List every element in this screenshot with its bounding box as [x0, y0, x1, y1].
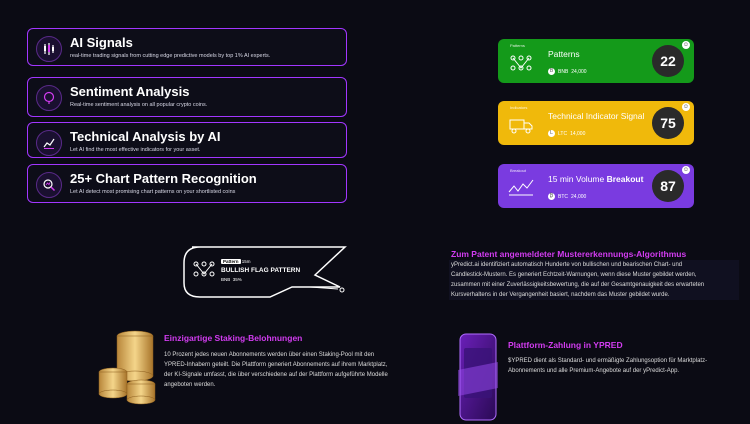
candlestick-icon — [36, 36, 62, 62]
coin-value: 14,000 — [570, 130, 586, 137]
patent-body — [449, 260, 739, 300]
pattern-card-breakout[interactable] — [498, 164, 694, 208]
coin-value: 24,000 — [571, 68, 587, 75]
payment-line: Abonnements und alle Premium-Angebote auf der yPredict-App. — [508, 368, 680, 374]
card-name-bold: Breakout — [606, 174, 644, 184]
magnifier-chart-icon — [36, 172, 62, 198]
pattern-nodes-icon — [192, 260, 216, 283]
coin-icon: ₿ — [549, 193, 554, 199]
feature-title: Sentiment Analysis — [70, 84, 190, 99]
feature-card-sentiment[interactable] — [27, 77, 347, 117]
patent-line: Kursverhaltens in der Vergangenheit basiert, nachdem das Muster gebildet wurde. — [451, 292, 670, 298]
staking-line: angeboten werden. — [164, 382, 216, 388]
staking-title: Einzigartige Staking-Belohnungen — [164, 333, 303, 343]
smiley-icon: ☺ — [682, 104, 690, 110]
feature-title: Technical Analysis by AI — [70, 129, 221, 144]
score-badge: 22 — [652, 45, 684, 77]
flag-header — [221, 259, 251, 264]
pattern-grid-icon — [508, 53, 534, 73]
smiley-icon: ☺ — [682, 167, 690, 173]
coin-symbol: LTC — [558, 130, 568, 137]
card-meta — [548, 193, 586, 200]
payment-body — [508, 356, 748, 376]
feature-card-pattern-recognition[interactable] — [27, 164, 347, 203]
payment-line: $YPRED dient als Standard- und ermäßigte Zahlungsoption für Marktplatz- — [508, 358, 708, 364]
breakout-chart-icon — [508, 178, 534, 198]
feature-card-technical[interactable] — [27, 122, 347, 158]
bullish-flag-card — [180, 245, 350, 300]
coin-symbol: BNB — [558, 68, 569, 75]
smiley-icon: ☺ — [682, 42, 690, 48]
pattern-card-indicator[interactable] — [498, 101, 694, 145]
patent-line: zusammen mit einer Zuverlässigkeitsbewertung, die auf der Gesamtgenauigkeit des erwarteten — [451, 282, 705, 288]
staking-line: der KI-Signale umfasst, die über verschiedene auf der Plattform aufgeführte Modelle — [164, 372, 388, 378]
card-tag: Patterns — [510, 43, 525, 48]
card-name: Technical Indicator Signal — [548, 111, 645, 121]
card-tag: Indicators — [510, 105, 528, 110]
pattern-card-patterns[interactable] — [498, 39, 694, 83]
staking-line: YPRED-Inhabern geteilt. Die Plattform generiert Abonnements auf ihrem Marktplatz, — [164, 362, 388, 368]
score-badge: 87 — [652, 170, 684, 202]
feature-desc: Real-time sentiment analysis on all popular crypto coins. — [70, 102, 208, 108]
patent-line: yPredict.ai identifiziert automatisch Hunderte von bullischen und bearischen Chart- und — [451, 262, 683, 268]
change-percent: 35% — [232, 277, 242, 282]
timeframe: 15m — [241, 259, 251, 264]
coin-symbol: BTC — [558, 193, 568, 200]
card-name: 15 min Volume Breakout — [548, 174, 644, 184]
coin-icon: B — [549, 68, 554, 74]
flag-meta — [221, 277, 242, 282]
phone-illustration — [454, 330, 502, 424]
card-tag: Breakout — [510, 168, 527, 173]
feature-title: 25+ Chart Pattern Recognition — [70, 171, 257, 186]
chart-line-icon — [36, 130, 62, 156]
card-meta — [548, 68, 587, 75]
patent-title: Zum Patent angemeldeter Mustererkennungs-Algorithmus — [451, 249, 687, 259]
brain-icon — [36, 85, 62, 111]
truck-icon — [508, 115, 534, 135]
feature-desc: real-time trading signals from cutting edge predictive models by top 1% AI experts. — [70, 53, 271, 59]
patent-line: Candlestick-Mustern. Es generiert Echtzeit-Warnungen, wenn diese Muster gebildet werden, — [451, 272, 697, 278]
coin-value: 24,000 — [571, 193, 587, 200]
card-name: Patterns — [548, 49, 580, 59]
score-badge: 75 — [652, 107, 684, 139]
feature-desc: Let AI detect most promising chart patterns on your shortlisted coins — [70, 189, 236, 195]
staking-body — [164, 350, 434, 390]
feature-card-ai-signals[interactable] — [27, 28, 347, 66]
feature-desc: Let AI find the most effective indicators for your asset. — [70, 147, 201, 153]
card-meta — [548, 130, 585, 137]
payment-title: Plattform-Zahlung in YPRED — [508, 340, 623, 350]
feature-title: AI Signals — [70, 35, 133, 50]
pattern-badge: Pattern — [223, 259, 239, 264]
coin-symbol: BNB — [221, 277, 231, 282]
flag-title: BULLISH FLAG PATTERN — [221, 267, 301, 274]
coin-stack-illustration — [95, 328, 161, 411]
coin-icon: L — [548, 130, 555, 137]
staking-line: 10 Prozent jedes neuen Abonnements werden über einen Staking-Pool mit den — [164, 352, 375, 358]
